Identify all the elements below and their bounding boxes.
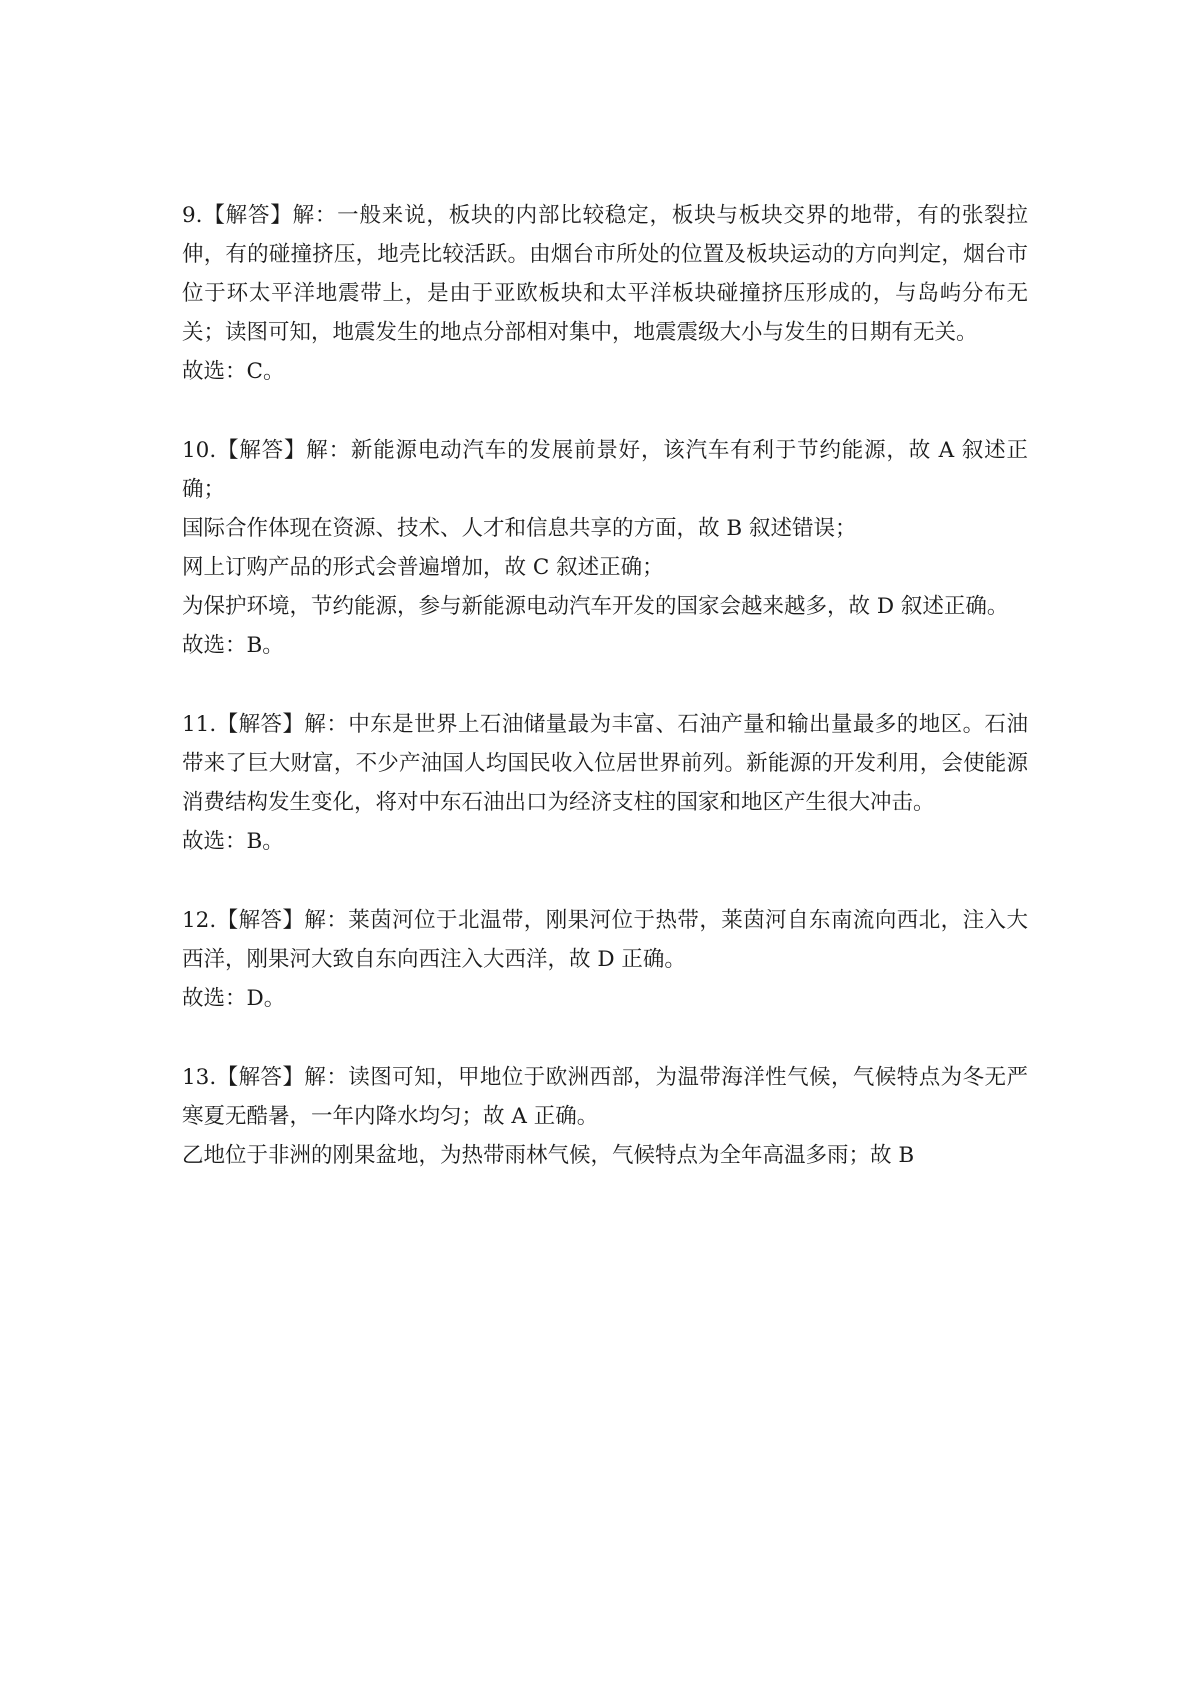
answer-conclusion: 故选：C。 — [182, 359, 285, 384]
answer-paragraph: 10.【解答】解：新能源电动汽车的发展前景好，该汽车有利于节约能源，故 A 叙述正确； — [182, 438, 1028, 502]
answer-13 — [182, 1058, 1028, 1175]
answer-paragraph: 国际合作体现在资源、技术、人才和信息共享的方面，故 B 叙述错误； — [182, 516, 857, 541]
answer-paragraph: 网上订购产品的形式会普遍增加，故 C 叙述正确； — [182, 555, 664, 580]
answer-conclusion: 故选：B。 — [182, 829, 284, 854]
answer-paragraph: 11.【解答】解：中东是世界上石油储量最为丰富、石油产量和输出量最多的地区。石油带来了巨大财富，不少产油国人均国民收入位居世界前列。新能源的开发利用，会使能源消费结构发生变化，将对中东石油出口为经济支柱的国家和地区产生很大冲击。 — [182, 712, 1028, 815]
answer-12 — [182, 901, 1028, 1018]
answer-paragraph: 乙地位于非洲的刚果盆地，为热带雨林气候，气候特点为全年高温多雨；故 B — [182, 1143, 915, 1168]
answer-paragraph: 为保护环境，节约能源，参与新能源电动汽车开发的国家会越来越多，故 D 叙述正确。 — [182, 594, 1009, 619]
answer-paragraph: 9.【解答】解：一般来说，板块的内部比较稳定，板块与板块交界的地带，有的张裂拉伸，有的碰撞挤压，地壳比较活跃。由烟台市所处的位置及板块运动的方向判定，烟台市位于环太平洋地震带上，是由于亚欧板块和太平洋板块碰撞挤压形成的，与岛屿分布无关；读图可知，地震发生的地点分部相对集中，地震震级大小与发生的日期有无关。 — [182, 203, 1028, 345]
answer-10 — [182, 431, 1028, 665]
answer-11 — [182, 705, 1028, 861]
answer-paragraph: 13.【解答】解：读图可知，甲地位于欧洲西部，为温带海洋性气候，气候特点为冬无严寒夏无酷暑，一年内降水均匀；故 A 正确。 — [182, 1065, 1028, 1129]
answer-paragraph: 12.【解答】解：莱茵河位于北温带，刚果河位于热带，莱茵河自东南流向西北，注入大西洋，刚果河大致自东向西注入大西洋，故 D 正确。 — [182, 908, 1028, 972]
answer-conclusion: 故选：B。 — [182, 633, 284, 658]
answer-conclusion: 故选：D。 — [182, 986, 286, 1011]
answer-content — [182, 196, 1028, 1215]
answer-9 — [182, 196, 1028, 391]
